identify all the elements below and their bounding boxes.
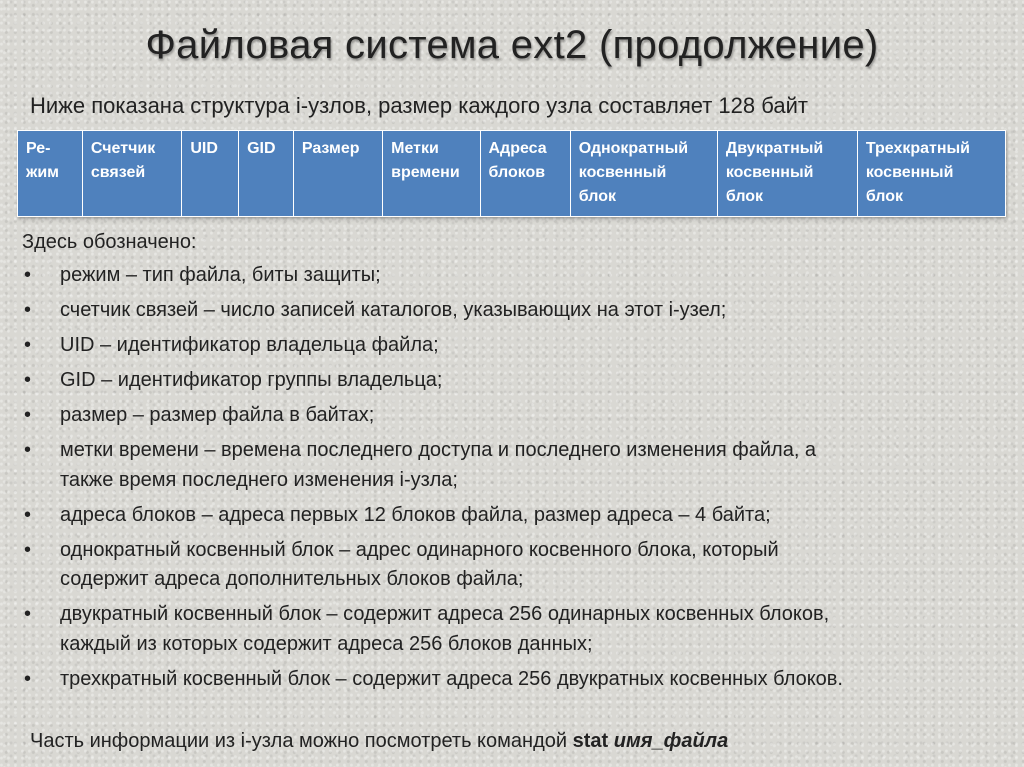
inode-field-size: Размер	[293, 131, 382, 217]
legend-item-timestamps: • метки времени – времена последнего доступа и последнего изменения файла, а также время последнего изменения i-узла;	[22, 436, 1012, 495]
bullet-icon: •	[24, 299, 32, 321]
legend-item-mode: • режим – тип файла, биты защиты;	[22, 261, 1012, 291]
footer-text: Часть информации из i-узла можно посмотреть командой	[30, 730, 573, 752]
legend-item-single-indirect: • однократный косвенный блок – адрес одинарного косвенного блока, который содержит адреса дополнительных блоков файла;	[22, 536, 1012, 595]
inode-field-timestamps: Метки времени	[383, 131, 480, 217]
legend-item-uid: • UID – идентификатор владельца файла;	[22, 331, 1012, 361]
inode-field-mode: Ре- жим	[18, 131, 83, 217]
bullet-icon: •	[24, 503, 32, 526]
slide-title: Файловая система ext2 (продолжение)	[145, 23, 879, 67]
inode-field-triple-indirect: Трехкратный косвенный блок	[857, 131, 1005, 217]
legend-item-triple-indirect: • трехкратный косвенный блок – содержит адреса 256 двукратных косвенных блоков.	[22, 665, 1012, 695]
bullet-icon: •	[24, 404, 32, 426]
inode-structure-table	[17, 130, 1006, 217]
legend-item-link-count: • счетчик связей – число записей каталогов, указывающих на этот i-узел;	[22, 296, 1012, 326]
footer-command: stat	[572, 730, 609, 752]
legend-item-gid: • GID – идентификатор группы владельца;	[22, 366, 1012, 396]
legend-heading: Здесь обозначено:	[22, 231, 197, 253]
footer-note	[30, 726, 728, 756]
inode-field-block-addresses: Адреса блоков	[480, 131, 570, 217]
bullet-icon: •	[24, 369, 32, 391]
bullet-icon: •	[24, 264, 32, 286]
intro-text: Ниже показана структура i-узлов, размер каждого узла составляет 128 байт	[30, 93, 808, 118]
bullet-icon: •	[24, 439, 32, 461]
bullet-icon: •	[24, 538, 32, 561]
legend-item-block-addresses: • адреса блоков – адреса первых 12 блоков файла, размер адреса – 4 байта;	[22, 501, 1012, 531]
inode-field-link-count: Счетчик связей	[82, 131, 181, 217]
legend-list	[22, 261, 1012, 700]
legend-item-double-indirect: • двукратный косвенный блок – содержит адреса 256 одинарных косвенных блоков, каждый из которых содержит адреса 256 блоков данных;	[22, 600, 1012, 659]
inode-fields-row	[18, 131, 1006, 217]
footer-argument: имя_файла	[613, 730, 729, 752]
inode-field-double-indirect: Двукратный косвенный блок	[717, 131, 857, 217]
inode-field-gid: GID	[239, 131, 294, 217]
inode-field-uid: UID	[182, 131, 239, 217]
inode-field-single-indirect: Однократный косвенный блок	[570, 131, 717, 217]
legend-item-size: • размер – размер файла в байтах;	[22, 401, 1012, 431]
bullet-icon: •	[24, 603, 32, 625]
bullet-icon: •	[24, 334, 32, 356]
bullet-icon: •	[24, 667, 32, 690]
